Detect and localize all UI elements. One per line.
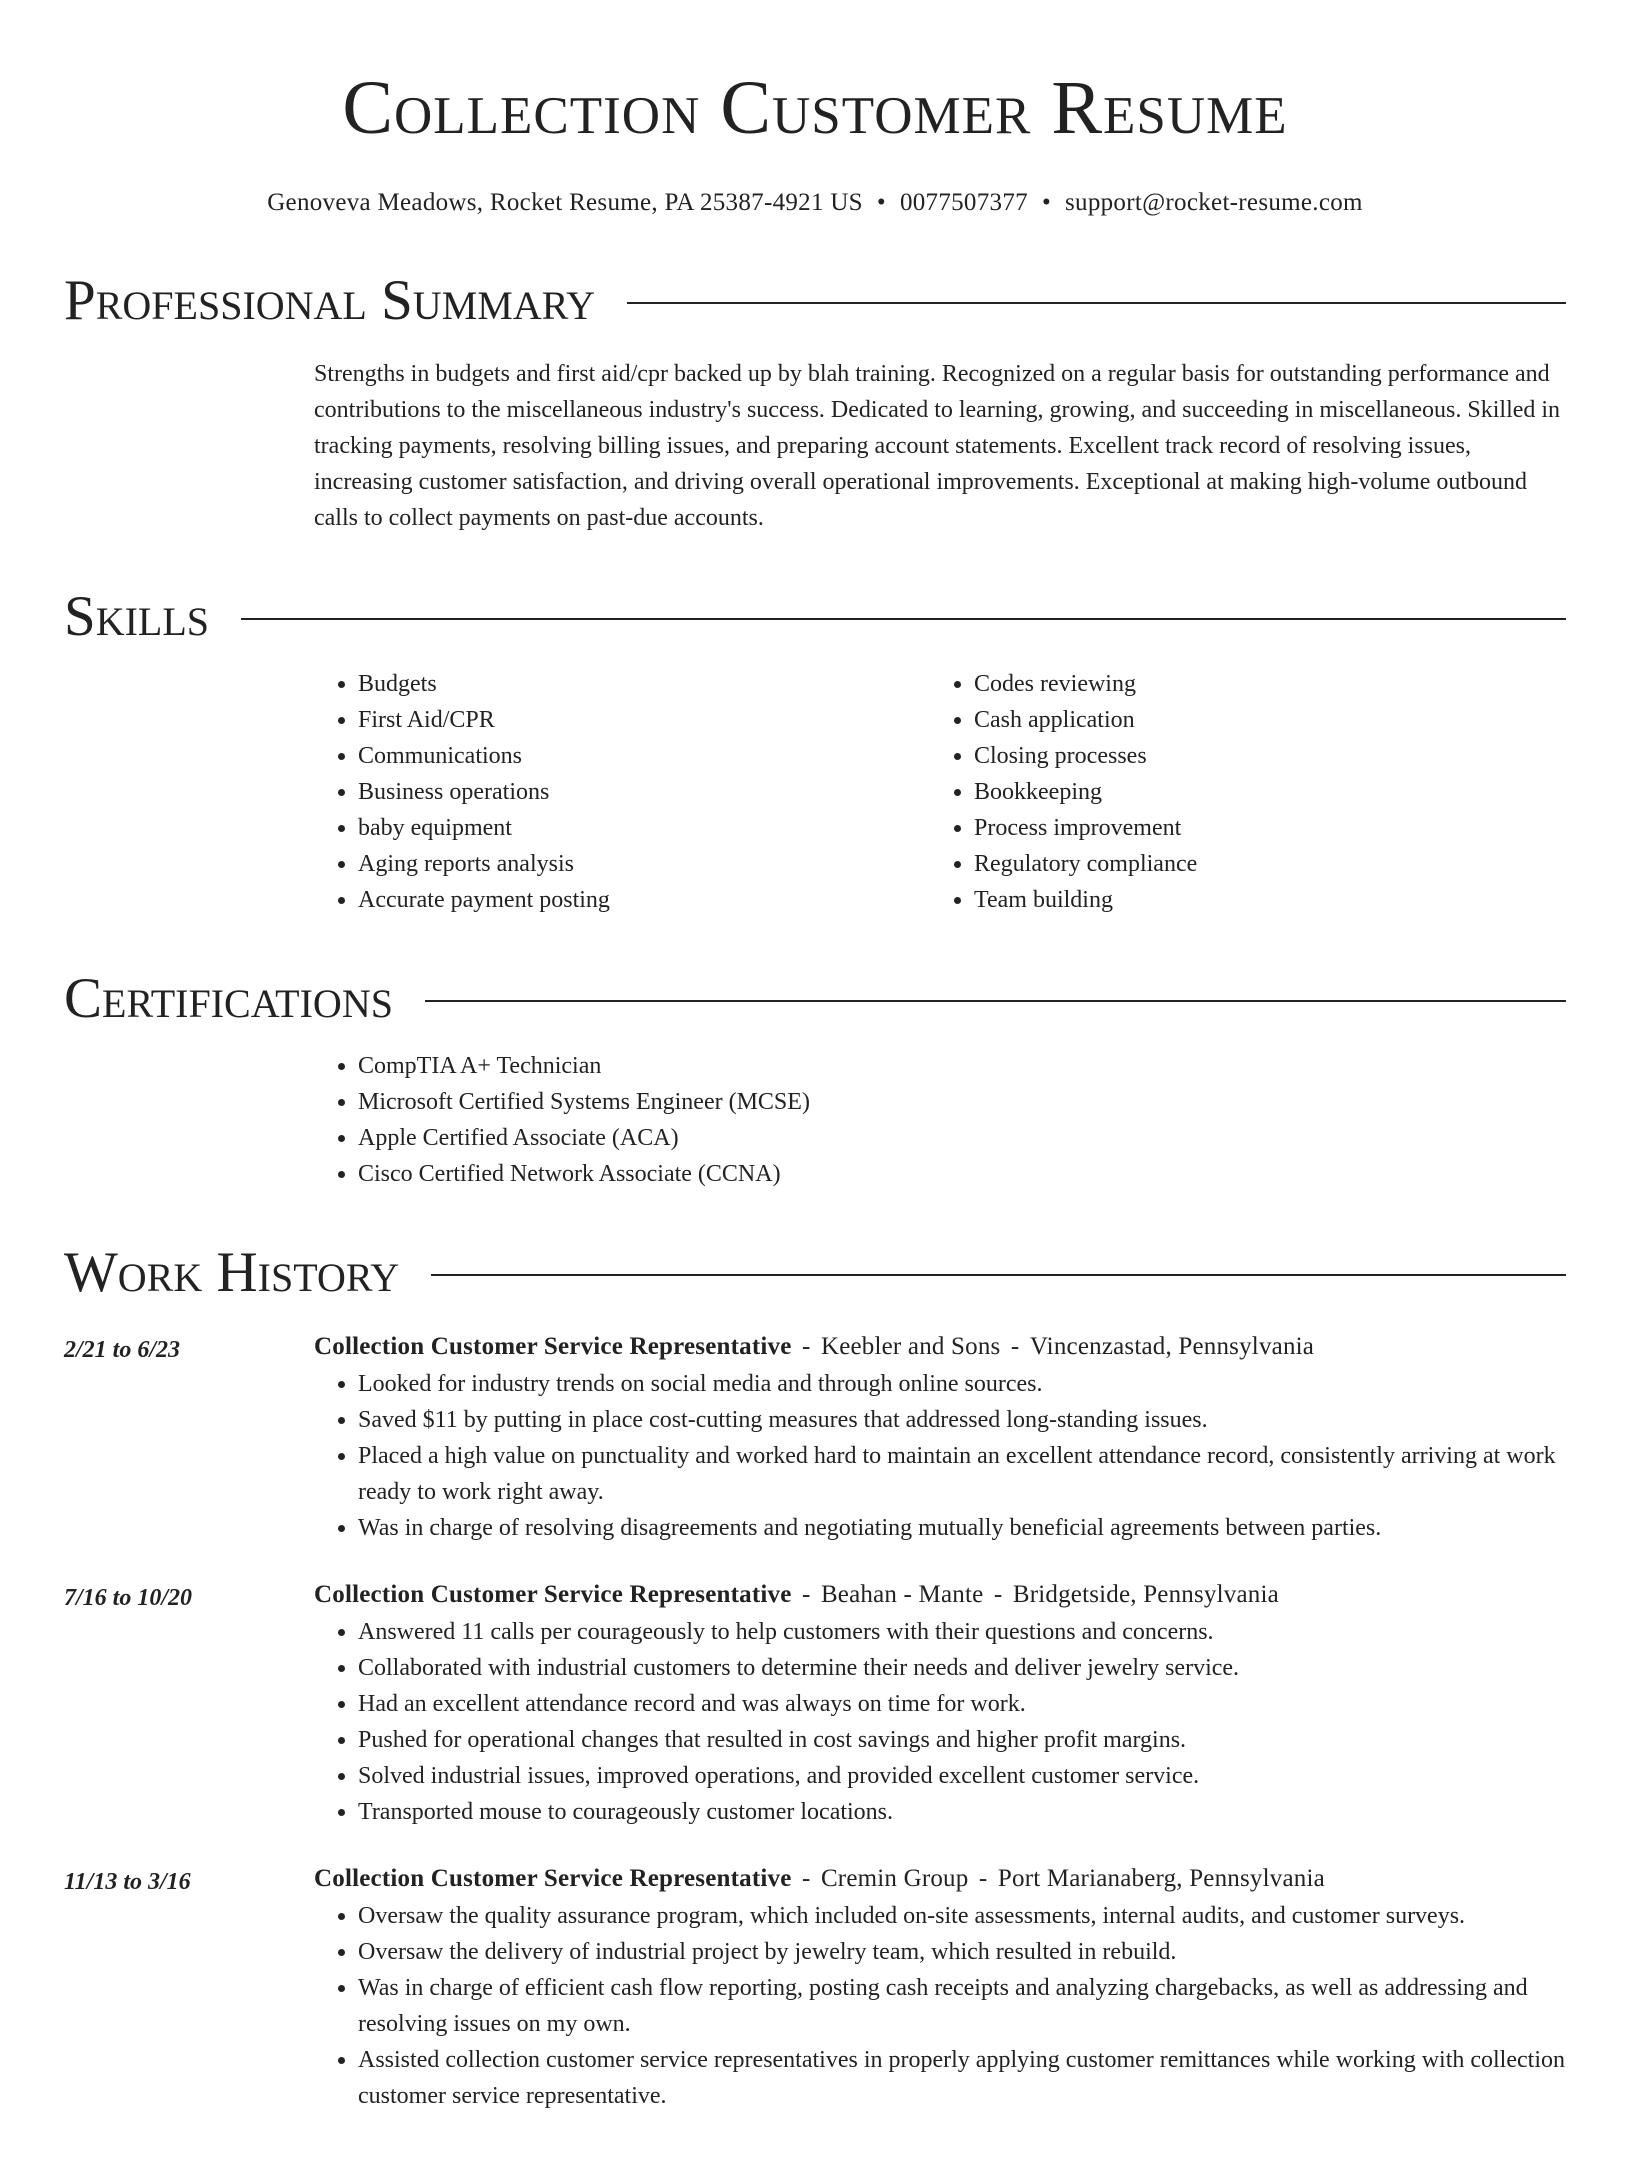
job-entry [64,1576,1566,1830]
skill-item: • Process improvement [974,810,1546,846]
contact-line [64,186,1566,220]
job-header: Collection Customer Service Representative - Beahan - Mante - Bridgetside, Pennsylvania [314,1581,1279,1608]
summary-text: Strengths in budgets and first aid/cpr backed up by blah training. Recognized on a regular basis for outstanding performance and contributions to the miscellaneous industry's success. Dedicated to learning, growing, and succeeding in miscellaneous. Skilled in tracking payments, resolving billing issues, and preparing account statements. Excellent track record of resolving issues, increasing customer satisfaction, and driving overall operational improvements. Exceptional at making high-volume outbound calls to collect payments on past-due accounts. [314,361,1561,531]
section-divider [431,1274,1566,1276]
contact-email: support@rocket-resume.com [1065,189,1363,216]
section-divider [241,618,1566,620]
job-header: Collection Customer Service Representative - Cremin Group - Port Marianaberg, Pennsylvania [314,1865,1325,1892]
job-company: Keebler and Sons [820,1333,1001,1360]
job-company: Beahan - Mante [820,1581,984,1608]
skill-item: • Cash application [974,702,1546,738]
resume-title: Collection Customer Resume [342,66,1288,150]
skill-item: • Aging reports analysis [358,846,930,882]
skill-item: • baby equipment [358,810,930,846]
skill-item: • Regulatory compliance [974,846,1546,882]
contact-separator: • [1041,189,1051,216]
skill-item: • Bookkeeping [974,774,1546,810]
job-bullet: • Was in charge of efficient cash flow reporting, posting cash receipts and analyzing chargebacks, as well as addressing and resolving issues on my own. [358,1970,1566,2042]
certification-item: • Apple Certified Associate (ACA) [358,1120,1566,1156]
job-dates: 2/21 to 6/23 [64,1337,181,1363]
summary-heading: Professional Summary [64,269,596,332]
job-bullet: • Placed a high value on punctuality and worked hard to maintain an excellent attendance record, consistently arriving at work ready to work right away. [358,1438,1566,1510]
job-bullet: • Was in charge of resolving disagreements and negotiating mutually beneficial agreements between parties. [358,1510,1566,1546]
job-dates: 7/16 to 10/20 [64,1585,193,1611]
certification-item: • Cisco Certified Network Associate (CCNA) [358,1156,1566,1192]
certification-item: • Microsoft Certified Systems Engineer (MCSE) [358,1084,1566,1120]
skill-item: • First Aid/CPR [358,702,930,738]
job-title: Collection Customer Service Representative [314,1581,792,1608]
certifications-section-header [64,964,1566,1034]
job-title: Collection Customer Service Representative [314,1333,792,1360]
job-location: Port Marianaberg, Pennsylvania [997,1865,1325,1892]
contact-address: Genoveva Meadows, Rocket Resume, PA 25387-4921 US [267,189,863,216]
job-bullets [314,1366,1566,1546]
job-bullets [314,1898,1566,2114]
skills-list [314,666,1566,918]
work-history-heading: Work History [64,1241,400,1304]
skills-heading: Skills [64,585,210,648]
job-bullet: • Collaborated with industrial customers to determine their needs and deliver jewelry service. [358,1650,1566,1686]
skill-item: • Team building [974,882,1546,918]
job-bullet: • Oversaw the quality assurance program, which included on-site assessments, internal audits, and customer surveys. [358,1898,1566,1934]
job-bullet: • Looked for industry trends on social media and through online sources. [358,1366,1566,1402]
certifications-heading: Certifications [64,967,393,1030]
section-divider [425,1000,1566,1002]
job-title: Collection Customer Service Representative [314,1865,792,1892]
job-bullet: • Saved $11 by putting in place cost-cutting measures that addressed long-standing issues. [358,1402,1566,1438]
skill-item: • Accurate payment posting [358,882,930,918]
work-history-section-header [64,1238,1566,1308]
job-bullet: • Answered 11 calls per courageously to help customers with their questions and concerns. [358,1614,1566,1650]
skill-item: • Budgets [358,666,930,702]
skill-item: • Closing processes [974,738,1546,774]
job-bullet: • Oversaw the delivery of industrial project by jewelry team, which resulted in rebuild. [358,1934,1566,1970]
job-bullet: • Assisted collection customer service representatives in properly applying customer remittances while working with collection customer service representative. [358,2042,1566,2114]
skill-item: • Codes reviewing [974,666,1546,702]
skills-column-right [930,666,1546,918]
skill-item: • Communications [358,738,930,774]
contact-separator: • [876,189,886,216]
skills-section-header [64,582,1566,652]
job-bullet: • Pushed for operational changes that resulted in cost savings and higher profit margins. [358,1722,1566,1758]
job-bullet: • Solved industrial issues, improved operations, and provided excellent customer service. [358,1758,1566,1794]
certification-item: • CompTIA A+ Technician [358,1048,1566,1084]
job-bullets [314,1614,1566,1830]
section-divider [627,302,1566,304]
skill-item: • Business operations [358,774,930,810]
job-company: Cremin Group [820,1865,969,1892]
job-location: Bridgetside, Pennsylvania [1012,1581,1279,1608]
summary-section-header [64,266,1566,336]
job-location: Vincenzastad, Pennsylvania [1029,1333,1315,1360]
contact-phone: 0077507377 [899,189,1028,216]
job-entry [64,1860,1566,2114]
certifications-list [314,1048,1566,1192]
job-dates: 11/13 to 3/16 [64,1869,191,1895]
job-entry [64,1328,1566,1546]
job-header: Collection Customer Service Representative - Keebler and Sons - Vincenzastad, Pennsylvania [314,1333,1315,1360]
skills-column-left [314,666,930,918]
job-bullet: • Transported mouse to courageously customer locations. [358,1794,1566,1830]
job-bullet: • Had an excellent attendance record and was always on time for work. [358,1686,1566,1722]
resume-page [0,60,1632,2172]
